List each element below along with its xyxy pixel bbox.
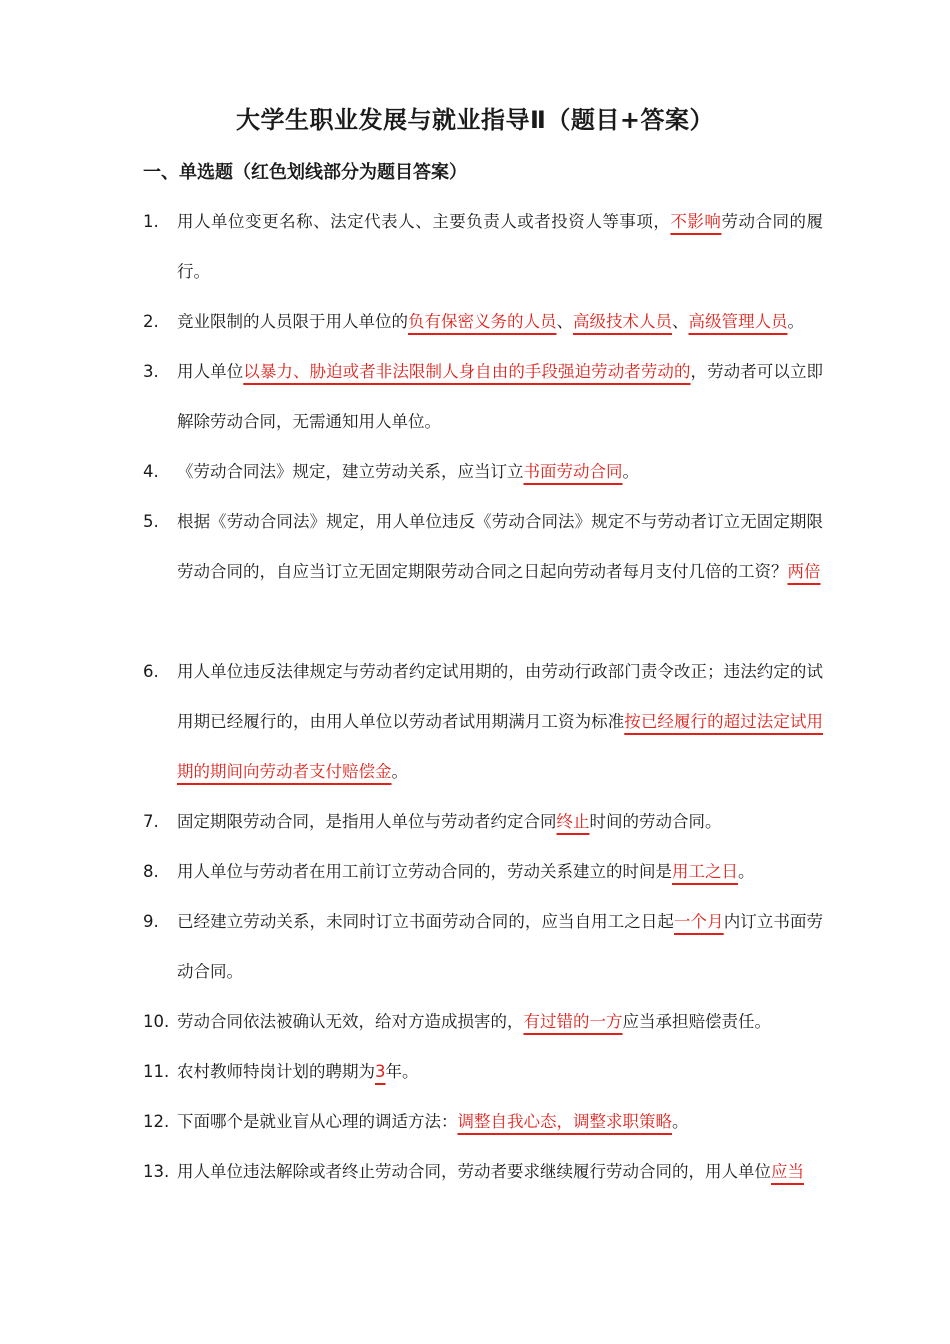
- question-text: [177, 997, 823, 1047]
- question-text: [177, 297, 823, 347]
- question-number: 2.: [143, 312, 159, 331]
- question-item: [143, 1147, 823, 1197]
- question-number: 6.: [143, 662, 159, 681]
- question-item: [143, 347, 823, 447]
- question-number: 1.: [143, 212, 159, 231]
- question-item: [143, 997, 823, 1047]
- answer-highlight: 有过错的一方: [523, 1012, 623, 1031]
- answer-highlight: 一个月: [673, 912, 724, 931]
- question-fragment: 。: [672, 1112, 689, 1131]
- answer-highlight: 调整自我心态，调整求职策略: [457, 1112, 672, 1131]
- question-fragment: 。: [391, 762, 408, 781]
- question-fragment: 内订立书面劳动合同。: [177, 912, 824, 981]
- answer-highlight: 高级技术人员: [573, 312, 672, 331]
- question-item: [143, 847, 823, 897]
- answer-highlight: 两倍: [787, 562, 821, 581]
- answer-highlight: 用工之日: [672, 862, 738, 881]
- question-item: [143, 647, 823, 797]
- question-fragment: 固定期限劳动合同，是指用人单位与劳动者约定合同: [177, 812, 557, 831]
- question-item: [143, 1047, 823, 1097]
- answer-highlight: 终止: [556, 812, 590, 831]
- section-heading: 一、单选题（红色划线部分为题目答案）: [143, 162, 467, 183]
- answer-highlight: 3: [375, 1062, 386, 1081]
- question-number: 11.: [143, 1062, 170, 1081]
- question-text: [177, 497, 823, 597]
- answer-highlight: 应当: [771, 1162, 804, 1181]
- question-fragment: 用人单位违法解除或者终止劳动合同，劳动者要求继续履行劳动合同的，用人单位: [177, 1162, 771, 1181]
- question-number: 7.: [143, 812, 159, 831]
- question-fragment: 。: [787, 312, 804, 331]
- question-fragment: 用人单位与劳动者在用工前订立劳动合同的，劳动关系建立的时间是: [177, 862, 672, 881]
- question-text: [177, 897, 823, 997]
- question-fragment: 农村教师特岗计划的聘期为: [177, 1062, 375, 1081]
- question-number: 5.: [143, 512, 159, 531]
- question-fragment: 、: [556, 312, 573, 331]
- question-number: 13.: [143, 1162, 170, 1181]
- question-fragment: 。: [738, 862, 755, 881]
- question-fragment: 下面哪个是就业盲从心理的调适方法：: [177, 1112, 458, 1131]
- answer-highlight: 书面劳动合同: [523, 462, 623, 481]
- question-fragment: 劳动合同依法被确认无效，给对方造成损害的，: [177, 1012, 524, 1031]
- question-number: 10.: [143, 1012, 170, 1031]
- answer-highlight: 高级管理人员: [688, 312, 788, 331]
- question-item: [143, 447, 823, 497]
- question-fragment: 应当承担赔偿责任。: [622, 1012, 771, 1031]
- question-item: [143, 1097, 823, 1147]
- question-fragment: 用人单位变更名称、法定代表人、主要负责人或者投资人等事项，: [177, 212, 671, 231]
- question-text: [177, 847, 823, 897]
- question-fragment: 时间的劳动合同。: [589, 812, 722, 831]
- question-text: [177, 1047, 823, 1097]
- document-title: 大学生职业发展与就业指导Ⅱ（题目+答案）: [236, 106, 714, 134]
- question-item: [143, 197, 823, 297]
- answer-highlight: 不影响: [670, 212, 722, 231]
- question-fragment: 用人单位: [177, 362, 244, 381]
- question-text: [177, 197, 823, 297]
- answer-highlight: 负有保密义务的人员: [408, 312, 557, 331]
- question-text: [177, 1097, 823, 1147]
- question-fragment: 劳动合同的履行。: [177, 212, 824, 281]
- question-text: [177, 1147, 823, 1197]
- question-fragment: 。: [622, 462, 639, 481]
- question-text: [177, 447, 823, 497]
- question-fragment: 《劳动合同法》规定，建立劳动关系，应当订立: [177, 462, 524, 481]
- question-item: [143, 297, 823, 347]
- question-fragment: 已经建立劳动关系，未同时订立书面劳动合同的，应当自用工之日起: [177, 912, 674, 931]
- question-fragment: 竞业限制的人员限于用人单位的: [177, 312, 408, 331]
- question-fragment: 年。: [385, 1062, 419, 1081]
- answer-highlight: 以暴力、胁迫或者非法限制人身自由的手段强迫劳动者劳动的: [243, 362, 691, 381]
- question-text: [177, 797, 823, 847]
- question-text: [177, 347, 823, 447]
- question-number: 12.: [143, 1112, 170, 1131]
- question-item: [143, 497, 823, 597]
- question-text: [177, 647, 823, 797]
- question-number: 8.: [143, 862, 159, 881]
- question-fragment: 用人单位违反法律规定与劳动者约定试用期的，由劳动行政部门责令改正；违法约定的试用期已经履行的，由用人单位以劳动者试用期满月工资为标准: [177, 662, 823, 731]
- question-number: 3.: [143, 362, 159, 381]
- question-number: 9.: [143, 912, 159, 931]
- question-number: 4.: [143, 462, 159, 481]
- question-fragment: 根据《劳动合同法》规定，用人单位违反《劳动合同法》规定不与劳动者订立无固定期限劳动合同的，自应当订立无固定期限劳动合同之日起向劳动者每月支付几倍的工资？: [177, 512, 823, 581]
- question-fragment: ，劳动者可以立即解除劳动合同，无需通知用人单位。: [177, 362, 824, 431]
- question-item: [143, 797, 823, 847]
- answer-highlight: 按已经履行的超过法定试用期的期间向劳动者支付赔偿金: [177, 712, 824, 781]
- question-item: [143, 897, 823, 997]
- question-fragment: 、: [672, 312, 689, 331]
